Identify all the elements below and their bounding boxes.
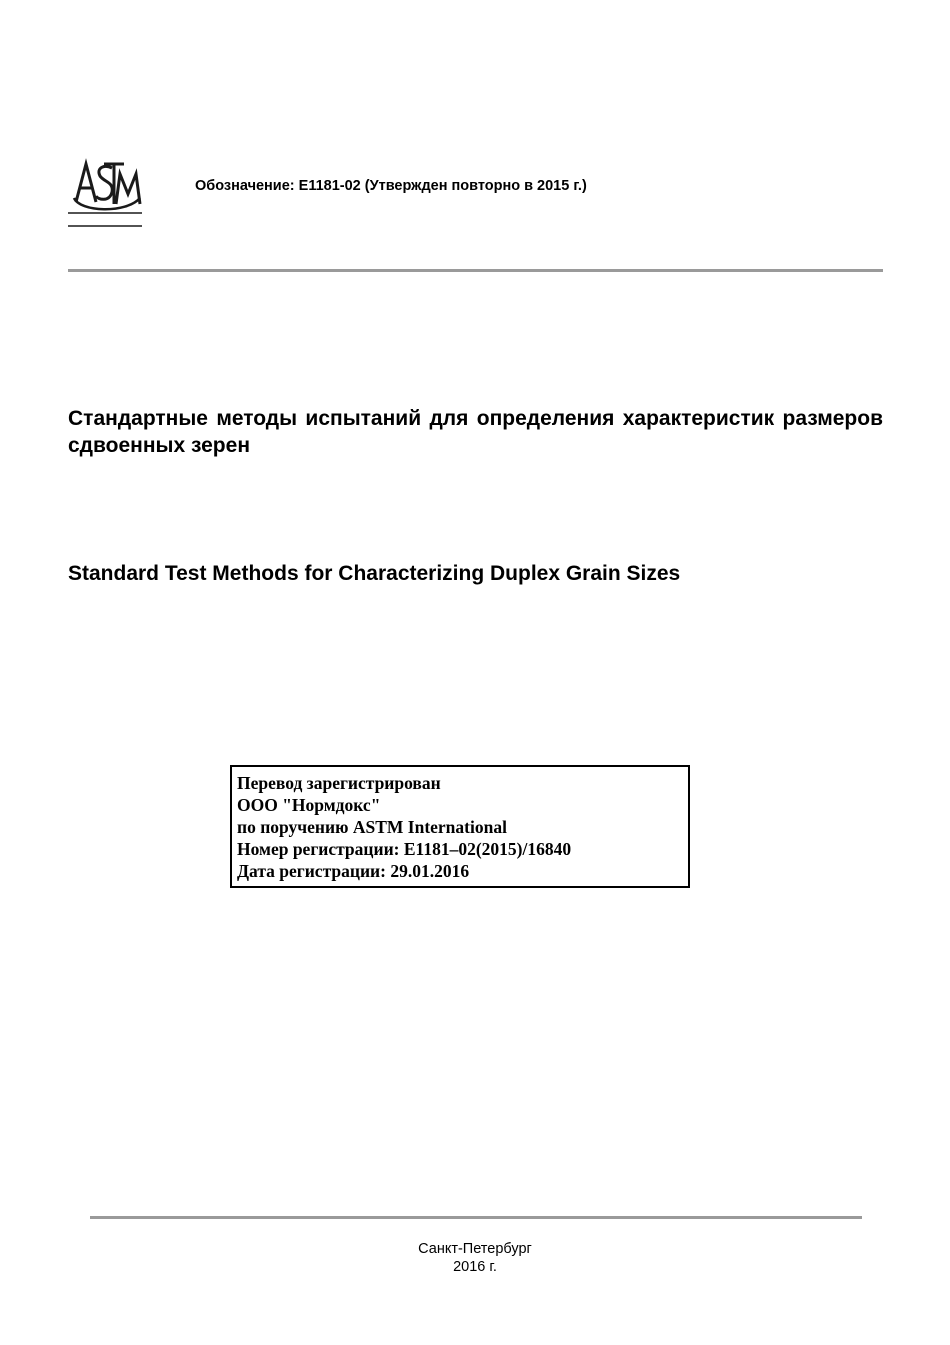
header-divider bbox=[68, 269, 883, 272]
registration-number: Номер регистрации: E1181–02(2015)/16840 bbox=[237, 839, 572, 859]
title-russian: Стандартные методы испытаний для определения характеристик размеров сдвоенных зерен bbox=[68, 407, 883, 457]
registration-line: по поручению ASTM International bbox=[237, 817, 507, 837]
registration-line: ООО "Нормдокс" bbox=[237, 795, 381, 815]
footer-city: Санкт-Петербург bbox=[418, 1241, 532, 1257]
document-designation: Обозначение: E1181-02 (Утвержден повторно в 2015 г.) bbox=[195, 178, 587, 194]
footer-year: 2016 г. bbox=[453, 1259, 497, 1275]
astm-international-logo bbox=[66, 158, 144, 228]
registration-line: Перевод зарегистрирован bbox=[237, 773, 441, 793]
footer-divider bbox=[90, 1216, 862, 1219]
registration-box bbox=[230, 765, 690, 888]
title-english: Standard Test Methods for Characterizing Duplex Grain Sizes bbox=[68, 562, 681, 585]
registration-date: Дата регистрации: 29.01.2016 bbox=[237, 861, 470, 881]
